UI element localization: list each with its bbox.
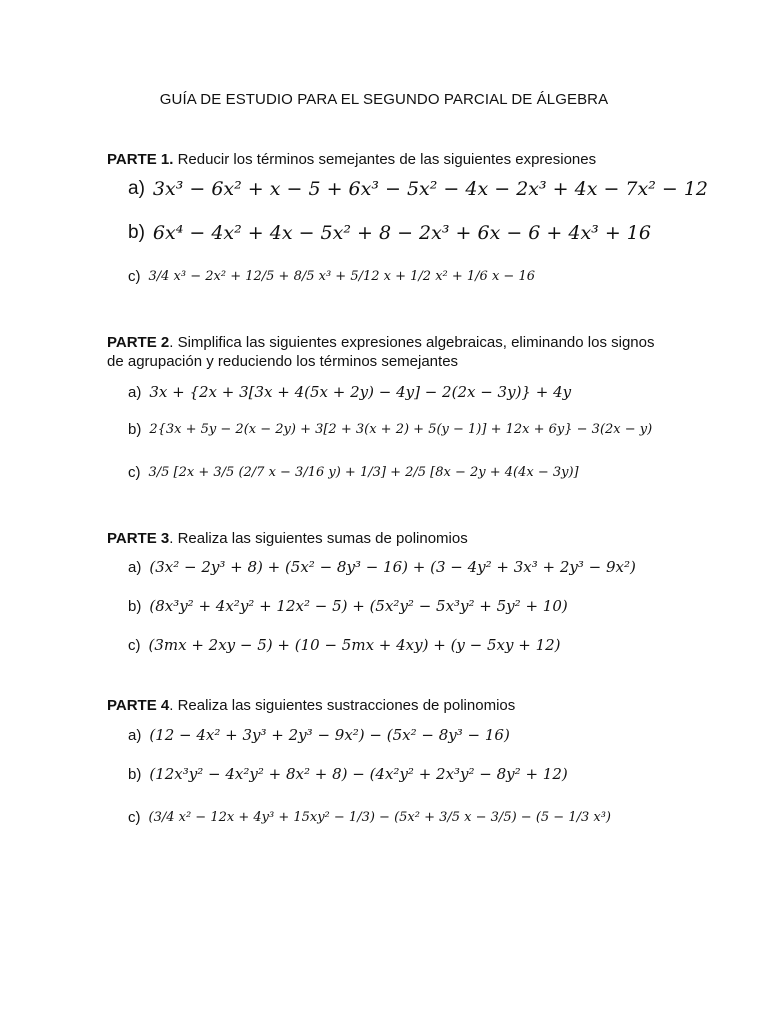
expression: 3/5 [2x + 3/5 (2/7 x − 3/16 y) + 1/3] + 2/5 [8x − 2y + 4(4x − 3y)] (148, 465, 579, 480)
part-2-label: PARTE 2 (107, 334, 170, 351)
part-4-item-c (128, 809, 611, 826)
part-1-item-b (128, 222, 651, 244)
item-letter: a) (128, 558, 142, 576)
item-letter: c) (128, 636, 141, 654)
part-2-instruction: . Simplifica las siguientes expresiones algebraicas, eliminando los signos de agrupación y reduciendo los términos semejantes (107, 334, 655, 370)
part-3-item-a (128, 558, 636, 576)
expression: 3x + {2x + 3[3x + 4(5x + 2y) − 4y] − 2(2x − 3y)} + 4y (149, 383, 572, 401)
part-1-item-c (128, 268, 535, 285)
part-3-item-c (128, 636, 561, 654)
item-letter: b) (128, 222, 145, 243)
part-2-item-b (128, 421, 652, 438)
part-2-item-c (128, 464, 579, 481)
expression: (12 − 4x² + 3y³ + 2y³ − 9x²) − (5x² − 8y³ − 16) (149, 726, 510, 744)
part-4-label: PARTE 4 (107, 697, 170, 714)
expression: (3x² − 2y³ + 8) + (5x² − 8y³ − 16) + (3 − 4y² + 3x³ + 2y³ − 9x²) (149, 558, 636, 576)
part-4-instruction: . Realiza las siguientes sustracciones de polinomios (169, 697, 516, 714)
item-letter: b) (128, 765, 142, 783)
part-1-heading (107, 150, 667, 169)
part-4-heading (107, 696, 667, 715)
expression: (12x³y² − 4x²y² + 8x² + 8) − (4x²y² + 2x³y² − 8y² + 12) (149, 765, 568, 783)
part-1-label: PARTE 1. (107, 151, 174, 168)
expression: 3x³ − 6x² + x − 5 + 6x³ − 5x² − 4x − 2x³ + 4x − 7x² − 12 (152, 178, 709, 200)
part-1-instruction: Reducir los términos semejantes de las siguientes expresiones (173, 151, 597, 168)
item-letter: a) (128, 726, 142, 744)
item-letter: b) (128, 421, 142, 438)
item-letter: c) (128, 809, 141, 826)
part-3-heading (107, 529, 667, 548)
part-4-item-a (128, 726, 510, 744)
part-4-item-b (128, 765, 568, 783)
expression: (8x³y² + 4x²y² + 12x² − 5) + (5x²y² − 5x³y² + 5y² + 10) (149, 597, 568, 615)
part-2-item-a (128, 383, 571, 401)
item-letter: c) (128, 268, 141, 285)
expression: 3/4 x³ − 2x² + 12/5 + 8/5 x³ + 5/12 x + 1/2 x² + 1/6 x − 16 (148, 269, 535, 284)
part-3-label: PARTE 3 (107, 530, 170, 547)
expression: (3/4 x² − 12x + 4y³ + 15xy² − 1/3) − (5x² + 3/5 x − 3/5) − (5 − 1/3 x³) (148, 810, 611, 825)
item-letter: a) (128, 383, 142, 401)
expression: (3mx + 2xy − 5) + (10 − 5mx + 4xy) + (y − 5xy + 12) (148, 636, 561, 654)
item-letter: c) (128, 464, 141, 481)
part-3-instruction: . Realiza las siguientes sumas de polinomios (169, 530, 468, 547)
expression: 2{3x + 5y − 2(x − 2y) + 3[2 + 3(x + 2) + 5(y − 1)] + 12x + 6y} − 3(2x − y) (149, 422, 653, 437)
part-2-heading (107, 333, 667, 371)
expression: 6x⁴ − 4x² + 4x − 5x² + 8 − 2x³ + 6x − 6 + 4x³ + 16 (152, 222, 651, 244)
item-letter: a) (128, 178, 145, 199)
item-letter: b) (128, 597, 142, 615)
document-title: GUÍA DE ESTUDIO PARA EL SEGUNDO PARCIAL DE ÁLGEBRA (159, 91, 609, 108)
part-1-item-a (128, 178, 708, 200)
part-3-item-b (128, 597, 568, 615)
